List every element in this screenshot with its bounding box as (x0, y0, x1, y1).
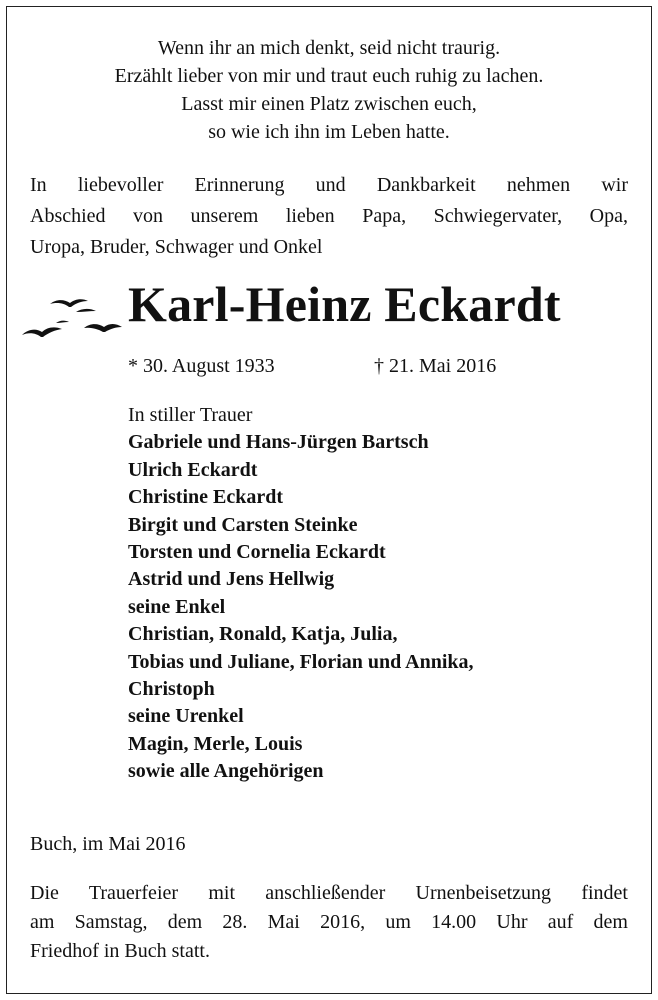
intro-line: In liebevoller Erinnerung und Dankbarkeit nehmen wir (30, 174, 628, 196)
birth-date: * 30. August 1933 (128, 355, 275, 377)
mourner-line: seine Enkel (128, 595, 226, 618)
mourner-line: Christine Eckardt (128, 486, 283, 509)
mourner-line: Christoph (128, 678, 215, 701)
notice-line: Die Trauerfeier mit anschließender Urnenbeisetzung findet (30, 882, 628, 904)
poem-line: Wenn ihr an mich denkt, seid nicht traurig. (157, 37, 501, 59)
poem-line: Erzählt lieber von mir und traut euch ruhig zu lachen. (114, 65, 544, 87)
mourner-line: Tobias und Juliane, Florian und Annika, (128, 650, 474, 673)
mourner-line: seine Urenkel (128, 705, 244, 728)
death-date: † 21. Mai 2016 (374, 355, 497, 377)
mourner-line: Birgit und Carsten Steinke (128, 513, 358, 536)
intro-text (30, 170, 628, 263)
life-dates (128, 352, 497, 380)
mourner-line: Astrid und Jens Hellwig (128, 568, 335, 591)
funeral-notice (30, 879, 628, 966)
notice-line: Friedhof in Buch statt. (30, 940, 210, 962)
mourner-line: Ulrich Eckardt (128, 458, 258, 481)
mourning-intro: In stiller Trauer (128, 404, 253, 426)
intro-line: Abschied von unserem lieben Papa, Schwiegervater, Opa, (30, 205, 628, 227)
mourner-line: sowie alle Angehörigen (128, 760, 324, 783)
mourner-line: Gabriele und Hans-Jürgen Bartsch (128, 431, 429, 454)
mourners-list (128, 402, 474, 786)
intro-line: Uropa, Bruder, Schwager und Onkel (30, 236, 323, 258)
notice-line: am Samstag, dem 28. Mai 2016, um 14.00 Uhr auf dem (30, 911, 628, 933)
birds-icon (20, 290, 140, 350)
mourner-line: Christian, Ronald, Katja, Julia, (128, 623, 398, 646)
deceased-name: Karl-Heinz Eckardt (128, 276, 561, 332)
mourner-line: Magin, Merle, Louis (128, 732, 303, 755)
place-date: Buch, im Mai 2016 (30, 833, 186, 855)
poem-line: so wie ich ihn im Leben hatte. (208, 121, 450, 143)
mourner-line: Torsten und Cornelia Eckardt (128, 541, 386, 564)
poem-line: Lasst mir einen Platz zwischen euch, (181, 93, 477, 115)
poem (0, 34, 658, 146)
